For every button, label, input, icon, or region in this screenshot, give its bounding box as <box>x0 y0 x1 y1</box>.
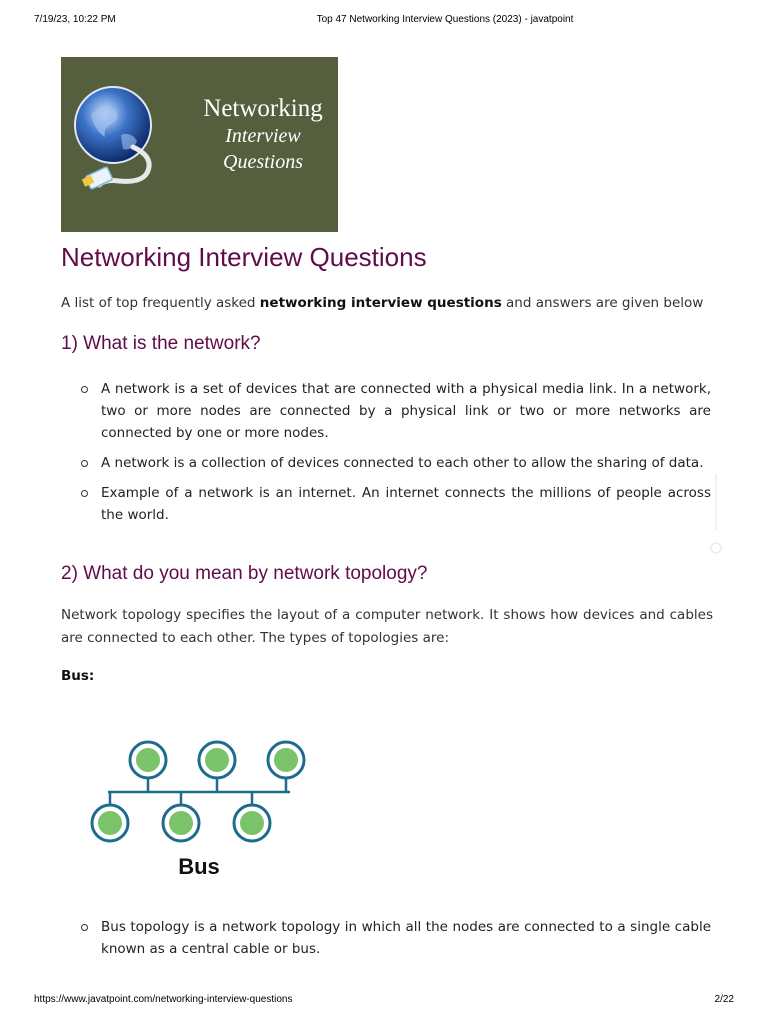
bus-node <box>130 742 166 778</box>
intro-paragraph <box>61 293 721 313</box>
print-datetime: 7/19/23, 10:22 PM <box>34 14 116 25</box>
bus-node <box>92 805 128 841</box>
bullet-circle-icon <box>81 490 88 497</box>
question-1-heading: 1) What is the network? <box>61 333 261 354</box>
topology-paragraph: Network topology specifies the layout of a computer network. It shows how devices and cables are connected to each other. The types of topologies are: <box>61 607 713 646</box>
list-item-text: A network is a set of devices that are connected with a physical media link. In a network, two or more nodes are connected by a physical link or two or more networks are connected by one or more nodes. <box>101 381 711 441</box>
list-item-text: Example of a network is an internet. An internet connects the millions of people across the world. <box>101 485 711 523</box>
bullet-circle-icon <box>81 460 88 467</box>
bus-node <box>268 742 304 778</box>
intro-text-before: A list of top frequently asked <box>61 295 260 311</box>
list-item-text: Bus topology is a network topology in which all the nodes are connected to a single cable known as a central cable or bus. <box>101 919 711 957</box>
bullet-circle-icon <box>81 924 88 931</box>
banner-image <box>61 57 338 232</box>
bus-node <box>163 805 199 841</box>
bus-cable <box>108 776 290 806</box>
intro-text-after: and answers are given below <box>501 295 704 311</box>
banner-line-3: Questions <box>223 151 303 173</box>
watermark-icon <box>706 470 726 560</box>
bus-diagram-caption: Bus <box>178 854 220 879</box>
bus-topology-diagram <box>88 738 318 883</box>
print-page-title: Top 47 Networking Interview Questions (2023) - javatpoint <box>316 14 574 25</box>
banner-text <box>201 95 325 175</box>
globe-network-cable-icon <box>73 85 163 197</box>
list-item <box>101 482 711 526</box>
bullet-circle-icon <box>81 386 88 393</box>
list-item <box>101 452 711 474</box>
list-item <box>101 378 711 444</box>
list-item <box>101 916 711 960</box>
print-url: https://www.javatpoint.com/networking-interview-questions <box>34 994 293 1005</box>
question-2-heading: 2) What do you mean by network topology? <box>61 563 428 584</box>
bus-label: Bus: <box>61 668 95 684</box>
print-header <box>0 14 768 34</box>
banner-line-2: Interview <box>225 125 301 147</box>
bus-node <box>234 805 270 841</box>
banner-line-1: Networking <box>203 95 323 122</box>
bus-node <box>199 742 235 778</box>
page-title: Networking Interview Questions <box>61 242 427 272</box>
print-footer <box>0 994 768 1014</box>
intro-keyword-link[interactable]: networking interview questions <box>259 295 502 311</box>
list-item-text: A network is a collection of devices connected to each other to allow the sharing of data. <box>101 455 704 471</box>
print-page-number: 2/22 <box>714 994 734 1005</box>
